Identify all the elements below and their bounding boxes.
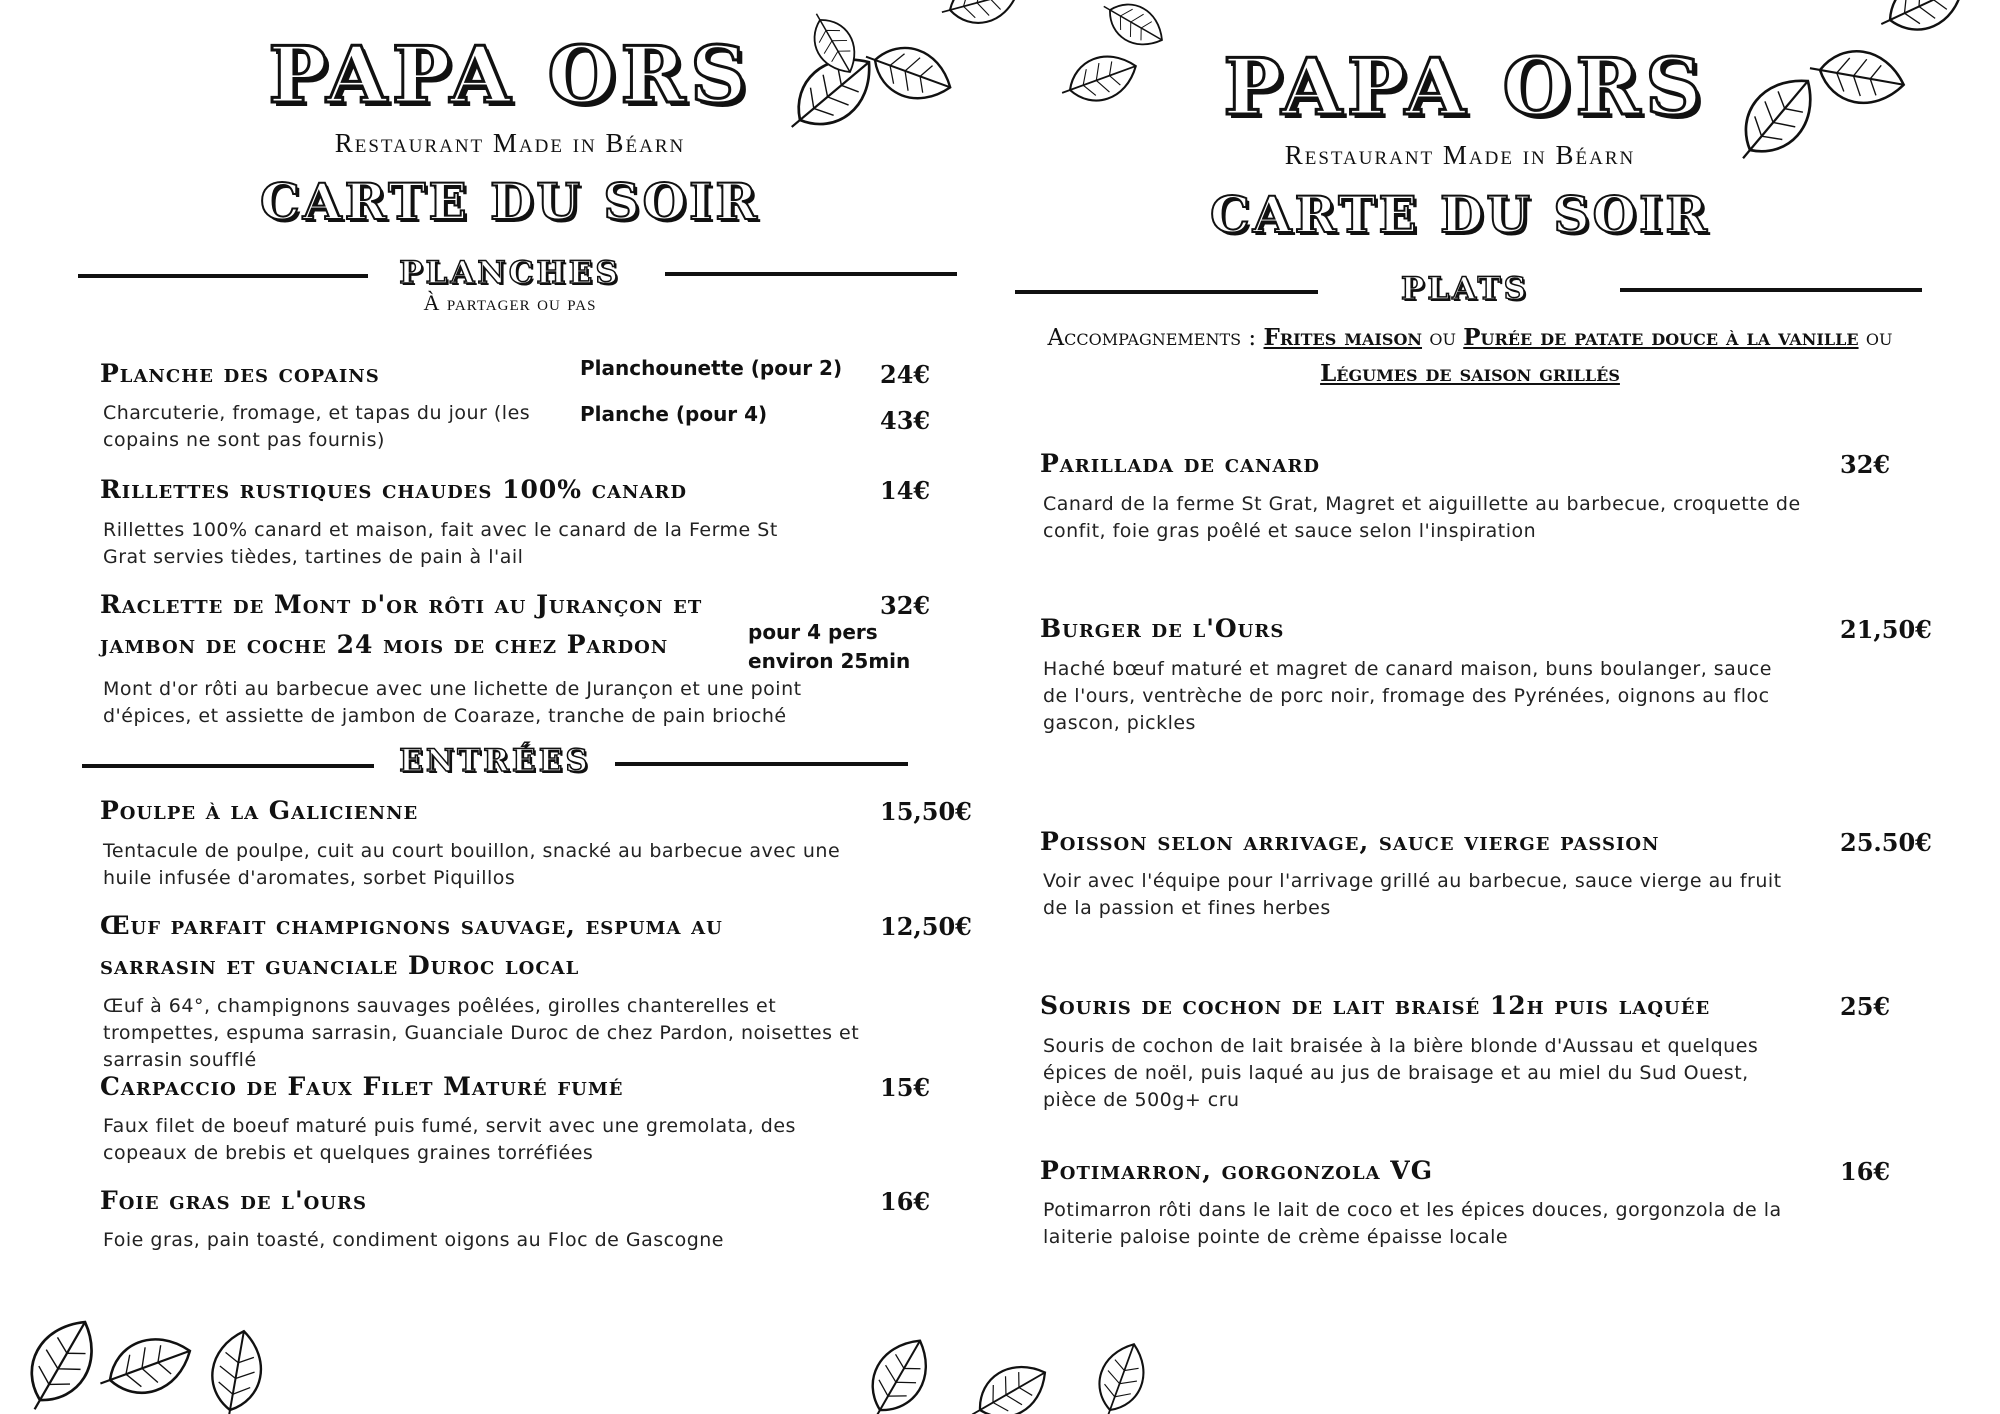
price-rillettes: 14€	[880, 476, 931, 505]
dish-desc-carpaccio: Faux filet de boeuf maturé puis fumé, servit avec une gremolata, des copeaux de brebis et quelques graines torréfiées	[103, 1115, 796, 1164]
price-parillada: 32€	[1840, 450, 1891, 479]
dish-name-oeuf-line1: Œuf parfait champignons sauvage, espuma au	[100, 911, 723, 940]
dish-desc-burger: Haché bœuf maturé et magret de canard maison, buns boulanger, sauce de l'ours, ventrèche de porc noir, fromage des Pyrénées, oignons au floc gascon, pickles	[1043, 658, 1772, 734]
left-carte-title: CARTE DU SOIR	[260, 172, 760, 231]
accomp-puree: Purée de patate douce à la vanille	[1463, 324, 1859, 351]
planches-rule-left	[78, 274, 368, 278]
price-foie-gras: 16€	[880, 1187, 931, 1216]
planches-title: PLANCHES	[399, 255, 621, 291]
accomp-legumes: Légumes de saison grillés	[1320, 360, 1620, 387]
accompagnements-line	[1010, 320, 1930, 392]
accomp-or-1: ou	[1429, 325, 1456, 351]
price-burger: 21,50€	[1840, 615, 1932, 644]
right-carte-title: CARTE DU SOIR	[1210, 185, 1710, 244]
note-raclette-time: environ 25min	[748, 649, 911, 673]
dish-name-rillettes: Rillettes rustiques chaudes 100% canard	[100, 475, 688, 504]
price-planche-pour-4: 43€	[880, 406, 931, 435]
price-raclette: 32€	[880, 591, 931, 620]
entrees-rule-left	[82, 764, 374, 768]
right-brand-title: PAPA ORS	[1223, 42, 1707, 133]
dish-desc-poisson: Voir avec l'équipe pour l'arrivage grillé au barbecue, sauce vierge au fruit de la passion et fines herbes	[1043, 870, 1782, 919]
dish-desc-rillettes: Rillettes 100% canard et maison, fait avec le canard de la Ferme St Grat servies tièdes, tartines de pain à l'ail	[103, 519, 778, 568]
accompagnements-label: Accompagnements :	[1047, 325, 1257, 351]
option-planchounette: Planchounette (pour 2)	[580, 356, 843, 380]
price-planchounette: 24€	[880, 360, 931, 389]
dish-name-potimarron: Potimarron, gorgonzola VG	[1040, 1156, 1434, 1185]
planches-rule-right	[665, 272, 957, 276]
plats-title: PLATS	[1401, 271, 1529, 307]
price-oeuf: 12,50€	[880, 912, 972, 941]
note-raclette-people: pour 4 pers	[748, 620, 878, 644]
dish-name-raclette-line1: Raclette de Mont d'or rôti au Jurançon et	[100, 590, 703, 619]
leaf-illustration-bottom-center	[860, 1310, 1260, 1414]
accomp-or-2: ou	[1865, 325, 1893, 351]
dish-name-parillada: Parillada de canard	[1040, 449, 1321, 478]
price-poulpe: 15,50€	[880, 797, 972, 826]
dish-desc-potimarron: Potimarron rôti dans le lait de coco et les épices douces, gorgonzola de la laiterie paloise pointe de crème épaisse locale	[1043, 1199, 1782, 1248]
option-planche-pour-4: Planche (pour 4)	[580, 402, 768, 426]
dish-name-planche-des-copains: Planche des copains	[100, 359, 380, 388]
dish-name-carpaccio: Carpaccio de Faux Filet Maturé fumé	[100, 1072, 624, 1101]
dish-name-souris: Souris de cochon de lait braisé 12h puis laquée	[1040, 991, 1711, 1020]
dish-desc-oeuf: Œuf à 64°, champignons sauvages poêlées, girolles chanterelles et trompettes, espuma sarrasin, Guanciale Duroc de chez Pardon, noisettes et sarrasin soufflé	[103, 995, 860, 1071]
dish-desc-raclette: Mont d'or rôti au barbecue avec une lichette de Jurançon et une point d'épices, et assiette de jambon de Coaraze, tranche de pain brioché	[103, 678, 802, 727]
dish-name-poisson: Poisson selon arrivage, sauce vierge passion	[1040, 827, 1660, 856]
right-restaurant-subtitle: Restaurant Made in Béarn	[1284, 140, 1636, 170]
dish-name-burger: Burger de l'Ours	[1040, 614, 1285, 643]
plats-rule-left	[1015, 290, 1318, 294]
price-souris: 25€	[1840, 992, 1891, 1021]
entrees-title: ENTRÉES	[399, 743, 591, 779]
planches-subtitle: À partager ou pas	[423, 290, 597, 315]
dish-name-foie-gras: Foie gras de l'ours	[100, 1186, 367, 1215]
dish-name-poulpe: Poulpe à la Galicienne	[100, 796, 419, 825]
leaf-illustration-bottom-left	[0, 1270, 300, 1414]
accomp-frites: Frites maison	[1263, 324, 1423, 351]
plats-rule-right	[1620, 288, 1922, 292]
price-potimarron: 16€	[1840, 1157, 1891, 1186]
left-restaurant-subtitle: Restaurant Made in Béarn	[334, 128, 686, 158]
dish-desc-planche-des-copains: Charcuterie, fromage, et tapas du jour (les copains ne sont pas fournis)	[103, 402, 531, 451]
dish-desc-foie-gras: Foie gras, pain toasté, condiment oigons au Floc de Gascogne	[103, 1229, 724, 1251]
entrees-rule-right	[615, 762, 908, 766]
dish-name-raclette-line2: jambon de coche 24 mois de chez Pardon	[100, 630, 669, 659]
dish-name-oeuf-line2: sarrasin et guanciale Duroc local	[100, 951, 580, 980]
price-carpaccio: 15€	[880, 1073, 931, 1102]
dish-desc-souris: Souris de cochon de lait braisée à la bière blonde d'Aussau et quelques épices de noël, puis laqué au jus de braisage et au miel du Sud Ouest, pièce de 500g+ cru	[1043, 1035, 1759, 1111]
dish-desc-poulpe: Tentacule de poulpe, cuit au court bouillon, snacké au barbecue avec une huile infusée d'aromates, sorbet Piquillos	[103, 840, 841, 889]
dish-desc-parillada: Canard de la ferme St Grat, Magret et aiguillette au barbecue, croquette de confit, foie gras poêlé et sauce selon l'inspiration	[1043, 493, 1801, 542]
price-poisson: 25.50€	[1840, 828, 1932, 857]
left-brand-title: PAPA ORS	[268, 30, 752, 121]
